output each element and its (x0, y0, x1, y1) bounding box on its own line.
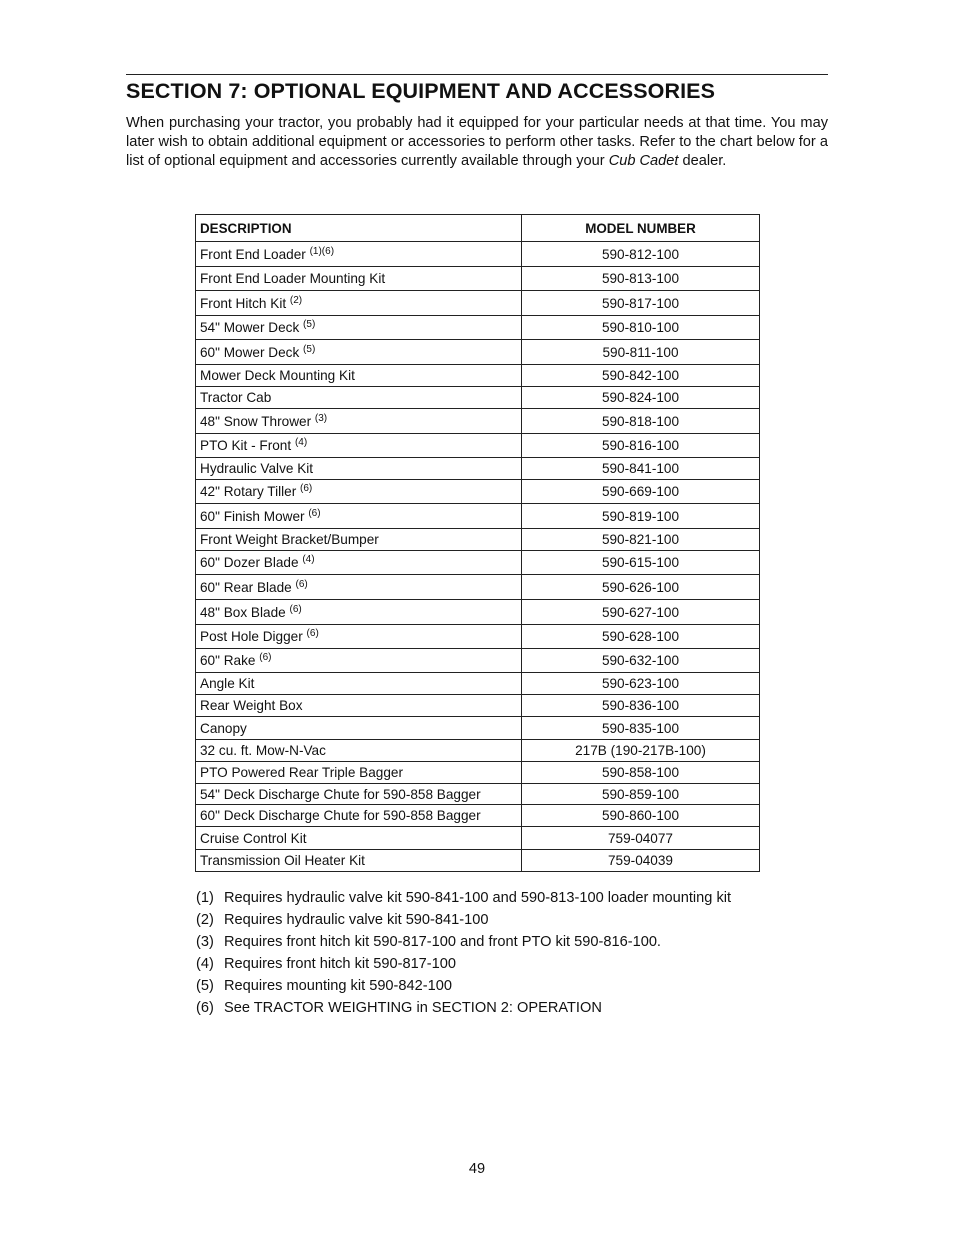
table-row (196, 504, 760, 529)
row-model-number: 590-819-100 (522, 504, 760, 529)
table-row (196, 784, 760, 805)
footnote-ref: (3) (314, 412, 328, 424)
row-model-number: 590-818-100 (522, 409, 760, 434)
footnote-ref: (6) (295, 578, 308, 590)
intro-text: When purchasing your tractor, you probably had it equipped for your particular needs at that time. You may later wish to obtain additional equipment or accessories to perform other tasks. Refer to the chart below for a list of optional equipment and accessories currently available through your (126, 115, 828, 169)
footnote-text: Requires front hitch kit 590-817-100 and front PTO kit 590-816-100. (224, 934, 661, 950)
row-description (196, 673, 522, 695)
footnote-item (196, 887, 731, 909)
section-title: SECTION 7: OPTIONAL EQUIPMENT AND ACCESSORIES (126, 79, 716, 103)
row-model-number: 217B (190-217B-100) (522, 740, 760, 762)
footnote-text: Requires hydraulic valve kit 590-841-100 and 590-813-100 loader mounting kit (224, 890, 732, 906)
row-description (196, 695, 522, 717)
row-description (196, 434, 522, 458)
description-text: 60" Finish Mower (200, 508, 305, 524)
footnote-text: See TRACTOR WEIGHTING in SECTION 2: OPERATION (224, 1000, 602, 1016)
intro-paragraph (126, 114, 828, 171)
row-model-number: 590-813-100 (522, 267, 760, 291)
description-text: 60" Mower Deck (200, 344, 300, 360)
table-row (196, 850, 760, 872)
row-description (196, 850, 522, 872)
row-description (196, 529, 522, 551)
row-model-number: 590-615-100 (522, 551, 760, 575)
description-text: PTO Powered Rear Triple Bagger (200, 765, 403, 780)
description-text: 54" Deck Discharge Chute for 590-858 Bagger (200, 786, 481, 802)
footnote-number: (3) (196, 934, 214, 950)
row-model-number: 590-816-100 (522, 434, 760, 458)
row-description (196, 480, 522, 504)
footnote-ref: (5) (303, 343, 316, 355)
footnote-number: (2) (196, 912, 214, 928)
row-model-number: 759-04039 (522, 850, 760, 872)
row-description (196, 805, 522, 827)
row-description (196, 551, 522, 575)
table-row (196, 458, 760, 480)
row-description (196, 267, 522, 291)
table-row (196, 529, 760, 551)
row-description (196, 409, 522, 434)
row-description (196, 291, 522, 316)
description-text: Cruise Control Kit (200, 830, 307, 846)
description-text: 60" Dozer Blade (200, 555, 299, 570)
description-text: 60" Deck Discharge Chute for 590-858 Bagger (200, 808, 481, 823)
footnote-text: Requires mounting kit 590-842-100 (224, 978, 452, 994)
description-text: Angle Kit (200, 676, 255, 691)
row-model-number: 590-860-100 (522, 805, 760, 827)
table-row (196, 434, 760, 458)
row-model-number: 590-859-100 (522, 784, 760, 805)
row-description (196, 387, 522, 409)
footnote-item (196, 931, 731, 953)
brand-name: Cub Cadet (608, 153, 679, 169)
table-row (196, 340, 760, 365)
row-model-number: 590-835-100 (522, 717, 760, 740)
footnote-ref: (5) (303, 319, 316, 330)
row-model-number: 590-632-100 (522, 649, 760, 673)
row-description (196, 762, 522, 784)
table-row (196, 365, 760, 387)
description-text: 54" Mower Deck (200, 320, 300, 335)
row-model-number: 590-812-100 (522, 242, 760, 267)
table-row (196, 695, 760, 717)
description-text: Mower Deck Mounting Kit (200, 368, 355, 383)
description-text: 60" Rake (200, 653, 256, 668)
footnote-item (196, 997, 731, 1019)
row-description (196, 316, 522, 340)
footnote-number: (4) (196, 956, 214, 972)
row-description (196, 600, 522, 625)
table-header-row (196, 215, 760, 242)
description-text: Front End Loader (200, 246, 306, 262)
table-row (196, 827, 760, 850)
footnote-ref: (1)(6) (309, 245, 335, 257)
footnote-number: (1) (196, 890, 214, 906)
footnote-text: Requires front hitch kit 590-817-100 (224, 956, 457, 972)
row-model-number: 590-858-100 (522, 762, 760, 784)
row-description (196, 365, 522, 387)
description-text: 60" Rear Blade (200, 579, 292, 595)
table-row (196, 267, 760, 291)
row-description (196, 717, 522, 740)
description-text: Tractor Cab (200, 390, 272, 405)
table-row (196, 316, 760, 340)
row-model-number: 590-841-100 (522, 458, 760, 480)
description-text: Hydraulic Valve Kit (200, 461, 314, 476)
footnote-ref: (6) (259, 652, 272, 663)
footnote-number: (6) (196, 1000, 214, 1016)
row-description (196, 827, 522, 850)
page-number: 49 (468, 1161, 486, 1177)
row-model-number: 590-669-100 (522, 480, 760, 504)
table-row (196, 740, 760, 762)
row-model-number: 590-824-100 (522, 387, 760, 409)
table-row (196, 625, 760, 649)
footnote-number: (5) (196, 978, 214, 994)
description-text: 48" Box Blade (200, 604, 286, 620)
description-text: Post Hole Digger (200, 629, 303, 644)
equipment-table (195, 214, 760, 872)
footnote-ref: (6) (300, 483, 313, 494)
table-row (196, 480, 760, 504)
table-row (196, 762, 760, 784)
row-description (196, 740, 522, 762)
table-row (196, 673, 760, 695)
row-model-number: 590-811-100 (522, 340, 760, 365)
row-model-number: 590-623-100 (522, 673, 760, 695)
row-description (196, 575, 522, 600)
description-text: Front End Loader Mounting Kit (200, 271, 386, 286)
row-model-number: 590-836-100 (522, 695, 760, 717)
footnote-ref: (6) (306, 628, 319, 639)
row-model-number: 590-821-100 (522, 529, 760, 551)
description-text: Front Hitch Kit (200, 295, 287, 311)
description-text: Canopy (200, 720, 247, 736)
table-row (196, 649, 760, 673)
description-text: 48" Snow Thrower (200, 413, 312, 429)
row-model-number: 590-626-100 (522, 575, 760, 600)
row-description (196, 504, 522, 529)
row-model-number: 590-627-100 (522, 600, 760, 625)
table-row (196, 805, 760, 827)
row-model-number: 590-817-100 (522, 291, 760, 316)
table-row (196, 551, 760, 575)
row-model-number: 759-04077 (522, 827, 760, 850)
row-description (196, 458, 522, 480)
footnote-item (196, 953, 731, 975)
footnote-text: Requires hydraulic valve kit 590-841-100 (224, 912, 489, 928)
footnote-ref: (4) (294, 437, 308, 448)
header-description: DESCRIPTION (196, 215, 522, 242)
intro-text-end: dealer. (678, 153, 727, 169)
description-text: 32 cu. ft. Mow-N-Vac (200, 743, 326, 758)
table-row (196, 717, 760, 740)
header-rule (126, 74, 828, 75)
description-text: Rear Weight Box (200, 698, 303, 713)
table-row (196, 409, 760, 434)
row-description (196, 784, 522, 805)
footnote-item (196, 909, 731, 931)
footnotes-list (196, 887, 731, 1019)
row-model-number: 590-810-100 (522, 316, 760, 340)
footnote-item (196, 975, 731, 997)
table-row (196, 387, 760, 409)
table-body (196, 242, 760, 872)
row-description (196, 242, 522, 267)
description-text: PTO Kit - Front (200, 438, 292, 453)
row-description (196, 340, 522, 365)
row-description (196, 649, 522, 673)
table-row (196, 600, 760, 625)
row-model-number: 590-842-100 (522, 365, 760, 387)
description-text: Front Weight Bracket/Bumper (200, 532, 379, 547)
table-row (196, 242, 760, 267)
footnote-ref: (6) (308, 507, 321, 519)
row-description (196, 625, 522, 649)
description-text: Transmission Oil Heater Kit (200, 853, 365, 868)
row-model-number: 590-628-100 (522, 625, 760, 649)
table-row (196, 291, 760, 316)
footnote-ref: (6) (289, 603, 302, 615)
description-text: 42" Rotary Tiller (200, 484, 297, 499)
table-row (196, 575, 760, 600)
footnote-ref: (4) (302, 554, 315, 565)
footnote-ref: (2) (289, 294, 303, 306)
header-model-number: MODEL NUMBER (522, 215, 760, 242)
